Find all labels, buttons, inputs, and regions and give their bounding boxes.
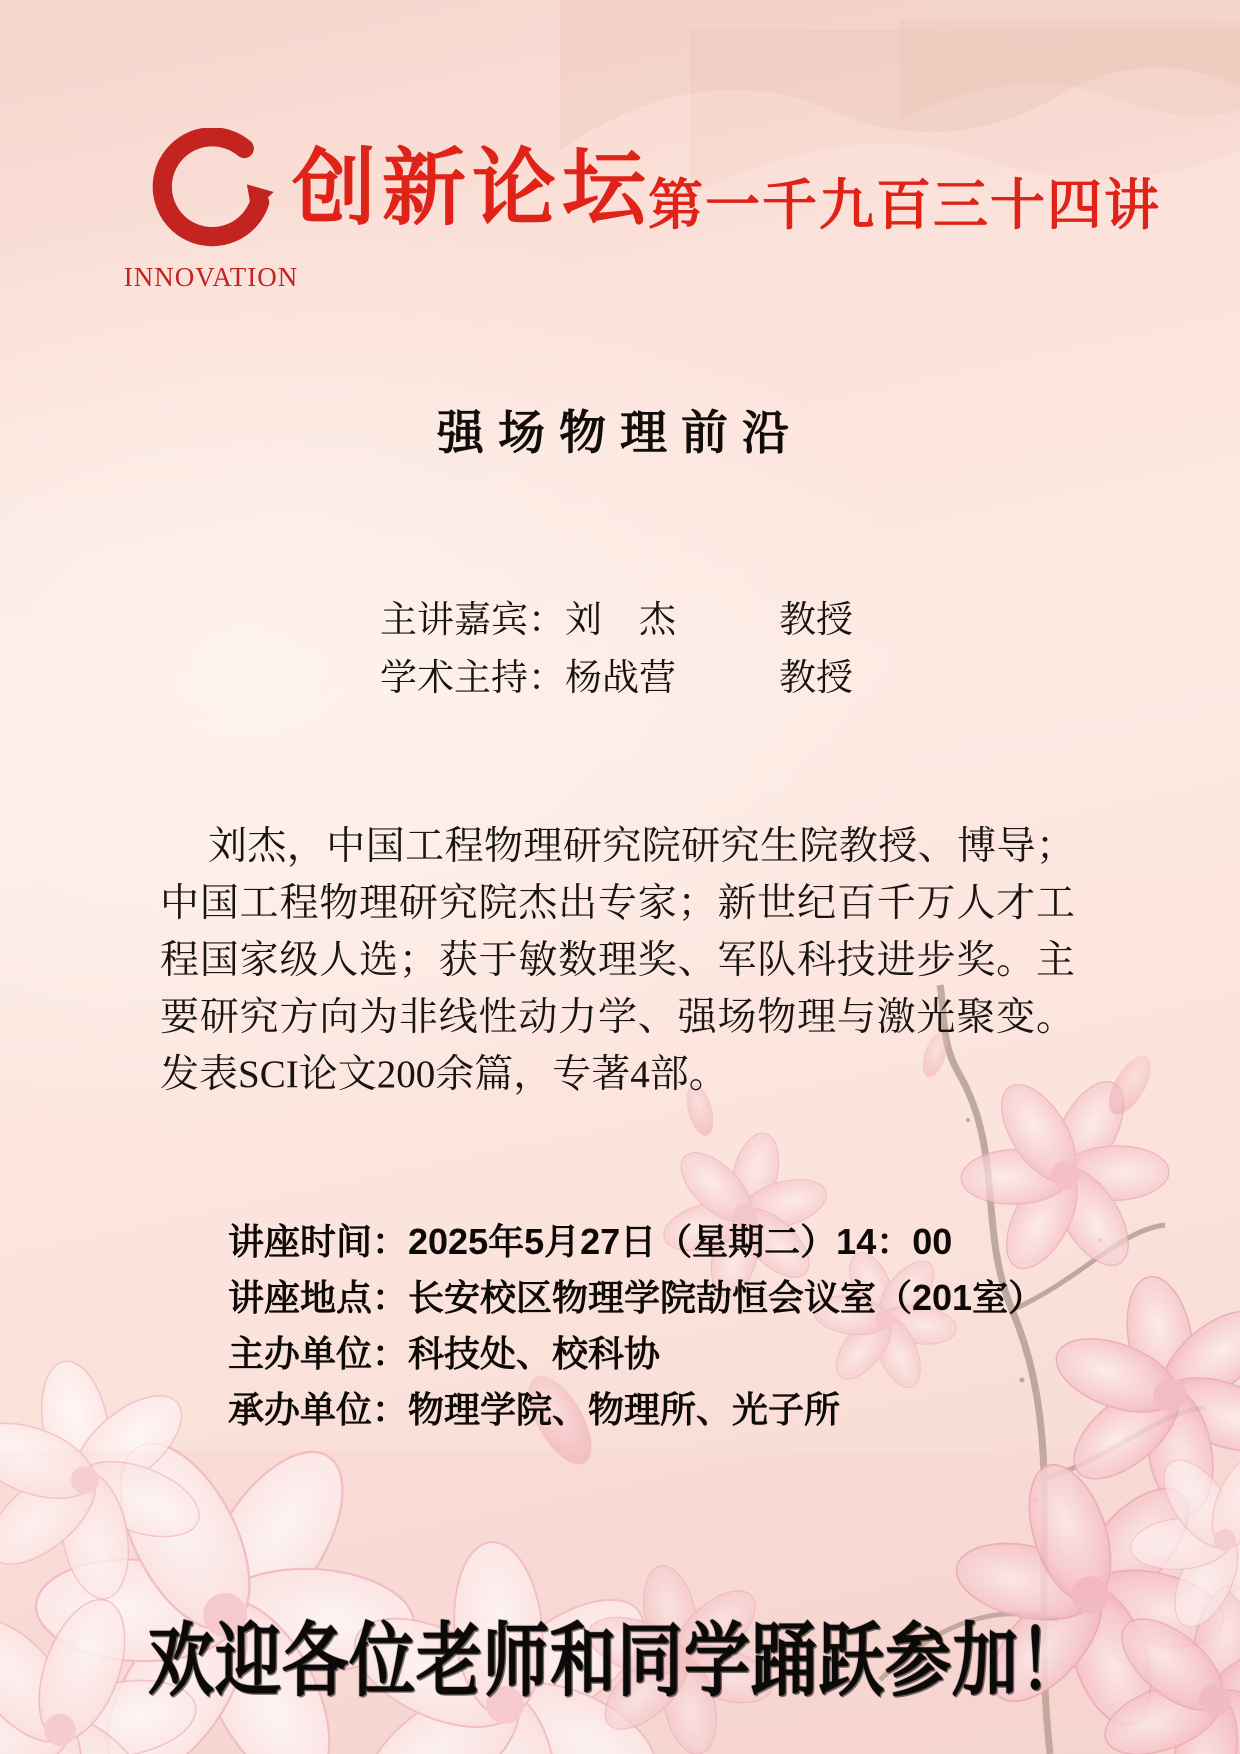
lecture-number: 第一千九百三十四讲 [648,174,1162,236]
lecture-details [228,1214,1044,1438]
host-name: 杨战营 [565,658,676,699]
speaker-title: 教授 [779,600,853,641]
detail-label: 主办单位： [228,1333,409,1374]
speaker-bio: 刘杰，中国工程物理研究院研究生院教授、博导；中国工程物理研究院杰出专家；新世纪百千万人才工程国家级人选；获于敏数理奖、军队科技进步奖。主要研究方向为非线性动力学、强场物理与激光聚变。发表SCI论文200余篇，专著4部。 [160,825,1075,1096]
innovation-logo [106,128,316,293]
detail-row-organizer [228,1326,1044,1382]
guest-list [380,592,853,708]
lecture-title: 强场物理前沿 [437,408,803,460]
host-label: 学术主持： [380,658,565,699]
mountain-ridges [560,0,1240,195]
innovation-swoosh-icon [146,128,276,256]
speaker-label: 主讲嘉宾： [380,600,565,641]
detail-label: 讲座时间： [228,1221,409,1262]
detail-value: 长安校区物理学院劼恒会议室（201室） [408,1277,1045,1318]
detail-value: 2025年5月27日（星期二）14：00 [408,1221,953,1262]
welcome-message: 欢迎各位老师和同学踊跃参加！ [148,1617,1086,1708]
speaker-line [380,592,853,650]
speaker-name: 刘 杰 [565,600,676,641]
detail-label: 承办单位： [228,1389,409,1430]
detail-value: 科技处、校科协 [408,1333,661,1374]
detail-label: 讲座地点： [228,1277,409,1318]
host-line [380,650,853,708]
logo-wordmark: INNOVATION [123,262,299,292]
detail-row-time [228,1214,1044,1270]
host-title: 教授 [779,658,853,699]
forum-title: 创新论坛 [292,141,653,235]
detail-row-undertaker [228,1382,1044,1438]
detail-value: 物理学院、物理所、光子所 [408,1389,841,1430]
detail-row-location [228,1270,1044,1326]
